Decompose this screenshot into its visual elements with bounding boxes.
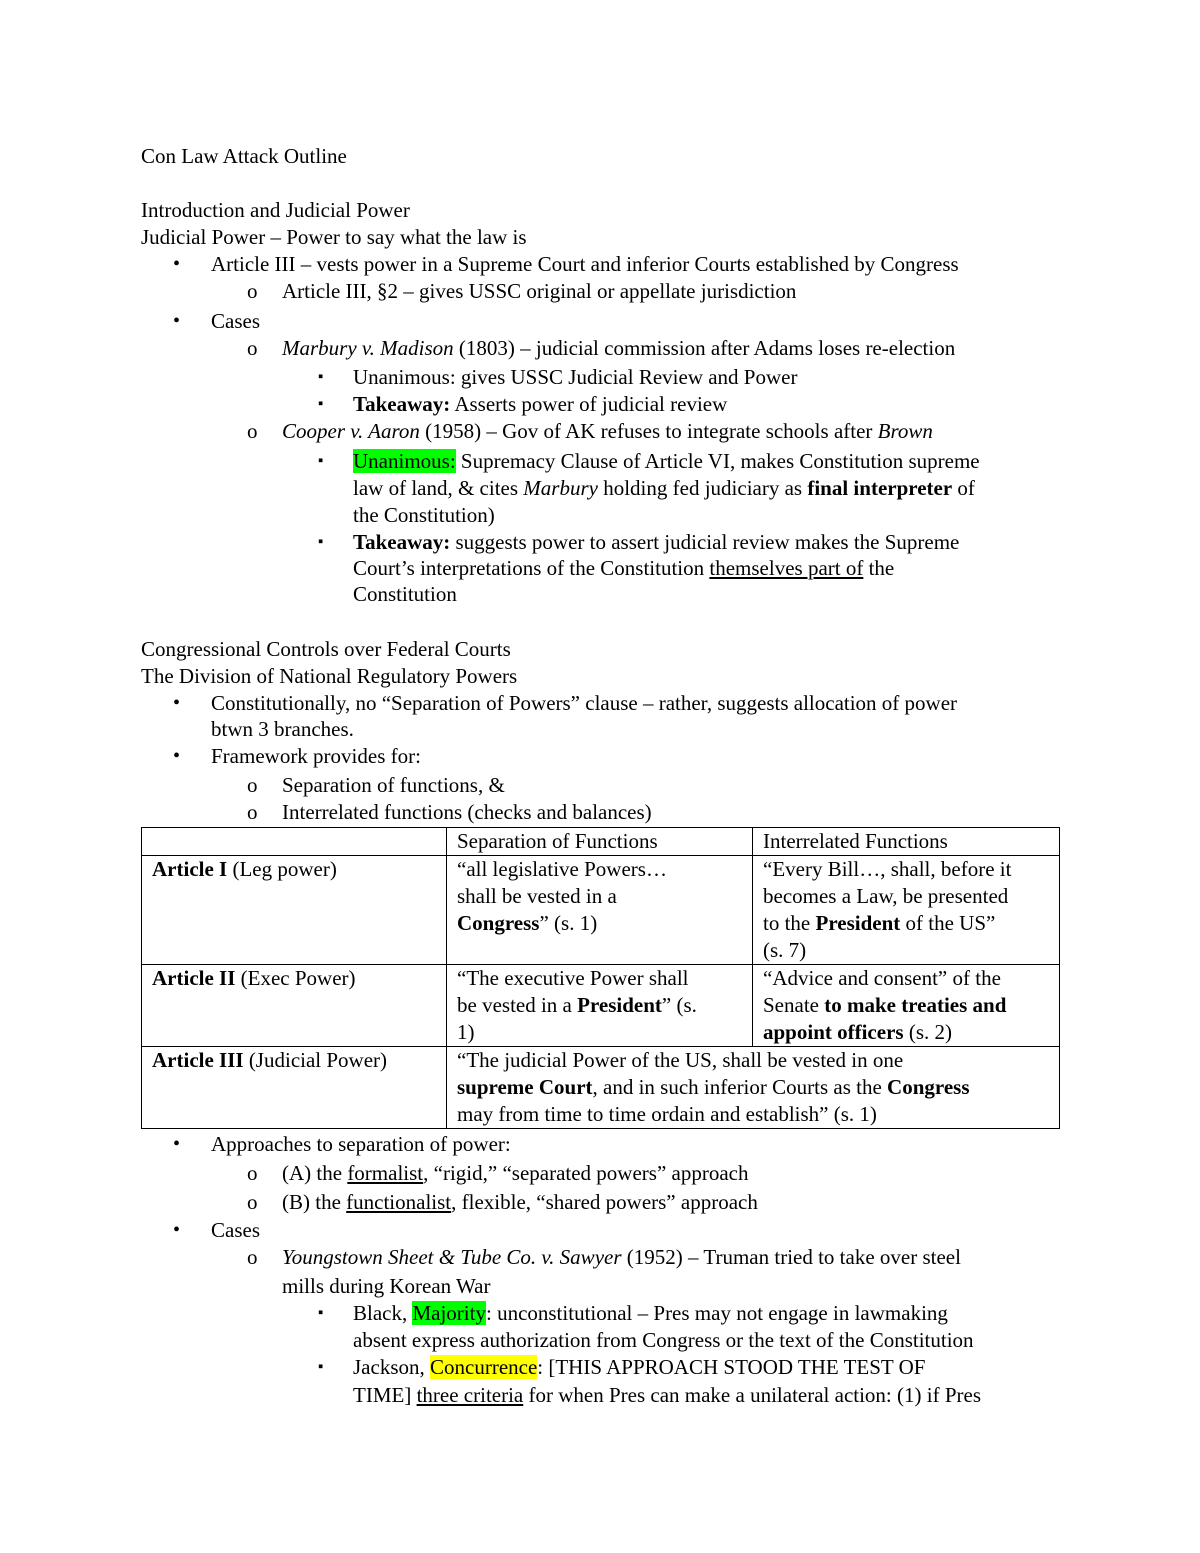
table-row xyxy=(142,828,1060,856)
item-separation-of-functions: Separation of functions, & xyxy=(282,773,505,797)
cooper-point-1-line-2: law of land, & cites Marbury holding fed judiciary as final interpreter of xyxy=(353,476,975,500)
separation-of-powers-table xyxy=(141,827,1060,1129)
section-heading-congressional-controls: Congressional Controls over Federal Courts xyxy=(141,637,511,661)
item-cases: Cases xyxy=(211,1218,260,1242)
item-formalist: (A) the formalist, “rigid,” “separated powers” approach xyxy=(282,1161,749,1185)
bullet-level2: o xyxy=(247,1161,258,1185)
item-approaches: Approaches to separation of power: xyxy=(211,1132,511,1156)
cooper-point-1: Unanimous: Supremacy Clause of Article VI, makes Constitution supreme xyxy=(353,449,980,473)
bullet-level2: o xyxy=(247,800,258,824)
item-framework: Framework provides for: xyxy=(211,744,421,768)
bullet-level3: ▪ xyxy=(318,534,324,550)
bullet-level1: • xyxy=(173,310,181,332)
cooper-point-1-line-3: the Constitution) xyxy=(353,503,495,527)
bullet-level2: o xyxy=(247,419,258,443)
youngstown-black: Black, Majority: unconstitutional – Pres may not engage in lawmaking xyxy=(353,1301,948,1325)
item-article-iii: Article III – vests power in a Supreme Court and inferior Courts established by Congress xyxy=(211,252,959,276)
item-cases: Cases xyxy=(211,309,260,333)
case-marbury: Marbury v. Madison (1803) – judicial commission after Adams loses re-election xyxy=(282,336,956,360)
table-cell xyxy=(142,828,447,856)
bullet-level3: ▪ xyxy=(318,369,324,385)
table-row xyxy=(142,856,1060,965)
row-header: Article I (Leg power) xyxy=(142,856,447,965)
case-name: Cooper v. Aaron xyxy=(282,419,420,443)
youngstown-black-line-2: absent express authorization from Congress or the text of the Constitution xyxy=(353,1328,974,1352)
bullet-level3: ▪ xyxy=(318,453,324,469)
table-cell: “The executive Power shall be vested in a President” (s. 1) xyxy=(447,965,753,1047)
bullet-level3: ▪ xyxy=(318,396,324,412)
document-title: Con Law Attack Outline xyxy=(141,144,347,168)
bullet-level2: o xyxy=(247,279,258,303)
bullet-level2: o xyxy=(247,773,258,797)
bullet-level1: • xyxy=(173,1133,181,1155)
table-cell: “Advice and consent” of the Senate to make treaties and appoint officers (s. 2) xyxy=(753,965,1060,1047)
case-youngstown-line-2: mills during Korean War xyxy=(282,1274,491,1298)
case-cooper: Cooper v. Aaron (1958) – Gov of AK refuses to integrate schools after Brown xyxy=(282,419,933,443)
item-constitutionally-line-2: btwn 3 branches. xyxy=(211,717,354,741)
table-row xyxy=(142,1047,1060,1129)
youngstown-jackson-line-2: TIME] three criteria for when Pres can make a unilateral action: (1) if Pres xyxy=(353,1383,981,1407)
table-cell: “all legislative Powers… shall be vested in a Congress” (s. 1) xyxy=(447,856,753,965)
column-header: Interrelated Functions xyxy=(753,828,1060,856)
bullet-level2: o xyxy=(247,1245,258,1269)
case-youngstown: Youngstown Sheet & Tube Co. v. Sawyer (1952) – Truman tried to take over steel xyxy=(282,1245,961,1269)
subheading-division-of-powers: The Division of National Regulatory Powers xyxy=(141,664,518,688)
row-header: Article III (Judicial Power) xyxy=(142,1047,447,1129)
bullet-level1: • xyxy=(173,692,181,714)
bullet-level3: ▪ xyxy=(318,1359,324,1375)
highlight-unanimous: Unanimous: xyxy=(353,449,456,473)
bullet-level3: ▪ xyxy=(318,1305,324,1321)
cooper-point-2-line-3: Constitution xyxy=(353,582,457,606)
bullet-level1: • xyxy=(173,745,181,767)
case-name: Youngstown Sheet & Tube Co. v. Sawyer xyxy=(282,1245,622,1269)
section-heading-judicial-power: Introduction and Judicial Power xyxy=(141,198,410,222)
bullet-level1: • xyxy=(173,253,181,275)
bullet-level2: o xyxy=(247,1190,258,1214)
table-cell: “The judicial Power of the US, shall be vested in one supreme Court, and in such inferior Courts as the Congress may from time to time ordain and establish” (s. 1) xyxy=(447,1047,1060,1129)
row-header: Article II (Exec Power) xyxy=(142,965,447,1047)
youngstown-jackson: Jackson, Concurrence: [THIS APPROACH STOOD THE TEST OF xyxy=(353,1355,926,1379)
item-functionalist: (B) the functionalist, flexible, “shared powers” approach xyxy=(282,1190,758,1214)
table-row xyxy=(142,965,1060,1047)
cooper-point-2-line-2: Court’s interpretations of the Constitution themselves part of the xyxy=(353,556,895,580)
highlight-concurrence: Concurrence xyxy=(430,1355,538,1379)
item-constitutionally: Constitutionally, no “Separation of Powers” clause – rather, suggests allocation of power xyxy=(211,691,958,715)
item-article-iii-s2: Article III, §2 – gives USSC original or appellate jurisdiction xyxy=(282,279,797,303)
bullet-level1: • xyxy=(173,1219,181,1241)
cooper-point-2: Takeaway: suggests power to assert judicial review makes the Supreme xyxy=(353,530,960,554)
highlight-majority: Majority xyxy=(412,1301,486,1325)
column-header: Separation of Functions xyxy=(447,828,753,856)
subheading-judicial-power: Judicial Power – Power to say what the law is xyxy=(141,225,527,249)
case-name: Marbury v. Madison xyxy=(282,336,454,360)
table-cell: “Every Bill…, shall, before it becomes a Law, be presented to the President of the US” (s. 7) xyxy=(753,856,1060,965)
marbury-point-2: Takeaway: Asserts power of judicial review xyxy=(353,392,728,416)
marbury-point-1: Unanimous: gives USSC Judicial Review and Power xyxy=(353,365,798,389)
item-interrelated-functions: Interrelated functions (checks and balances) xyxy=(282,800,652,824)
bullet-level2: o xyxy=(247,336,258,360)
